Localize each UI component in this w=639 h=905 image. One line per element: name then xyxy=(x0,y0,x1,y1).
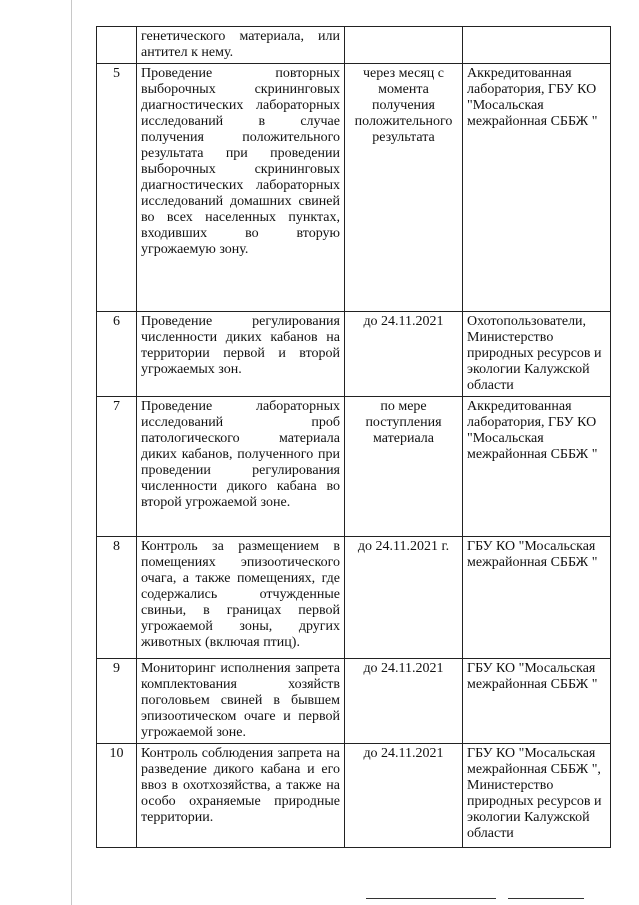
row-responsible: ГБУ КО "Мосальская межрайонная СББЖ " xyxy=(463,659,611,744)
row-action: Контроль соблюдения запрета на разведение дикого кабана и его ввоз в охотхозяйства, а также на особо охраняемые природные территории. xyxy=(137,744,345,848)
row-term: до 24.11.2021 xyxy=(345,744,463,848)
row-action: Проведение лабораторных исследований проб патологического материала диких кабанов, полученного при проведении регулирования численности дикого кабана во второй угрожаемой зоне. xyxy=(137,397,345,537)
table-row xyxy=(97,744,611,848)
row-term: до 24.11.2021 xyxy=(345,312,463,397)
table-row xyxy=(97,659,611,744)
row-number: 5 xyxy=(97,64,137,312)
table-row xyxy=(97,537,611,659)
row-term: до 24.11.2021 г. xyxy=(345,537,463,659)
measures-table xyxy=(96,26,611,848)
footer-rule-left xyxy=(366,898,496,899)
row-number: 10 xyxy=(97,744,137,848)
row-action: Мониторинг исполнения запрета комплектования хозяйств поголовьем свиней в бывшем эпизоотическом очаге и первой угрожаемой зоне. xyxy=(137,659,345,744)
row-responsible: Охотопользователи, Министерство природных ресурсов и экологии Калужской области xyxy=(463,312,611,397)
row-action: Проведение регулирования численности диких кабанов на территории первой и второй угрожаемых зон. xyxy=(137,312,345,397)
row-term xyxy=(345,27,463,64)
row-number: 9 xyxy=(97,659,137,744)
row-responsible xyxy=(463,27,611,64)
row-action: генетического материала, или антител к нему. xyxy=(137,27,345,64)
row-action: Контроль за размещением в помещениях эпизоотического очага, а также помещениях, где содержались отчужденные свиньи, в границах первой угрожаемой зоны, других животных (включая птиц). xyxy=(137,537,345,659)
table-row xyxy=(97,397,611,537)
row-term: до 24.11.2021 xyxy=(345,659,463,744)
row-responsible: Аккредитованная лаборатория, ГБУ КО "Мосальская межрайонная СББЖ " xyxy=(463,64,611,312)
table-row xyxy=(97,312,611,397)
row-number: 6 xyxy=(97,312,137,397)
row-term: через месяц с момента получения положительного результата xyxy=(345,64,463,312)
table-row xyxy=(97,64,611,312)
row-responsible: ГБУ КО "Мосальская межрайонная СББЖ ", Министерство природных ресурсов и экологии Калужской области xyxy=(463,744,611,848)
binding-margin-line xyxy=(71,0,72,905)
footer-rule-right xyxy=(508,898,584,899)
row-action: Проведение повторных выборочных скрининговых диагностических лабораторных исследований в случае получения положительного результата при проведении выборочных скрининговых диагностических лабораторных исследований домашних свиней во всех населенных пунктах, входивших во вторую угрожаемую зону. xyxy=(137,64,345,312)
row-number: 7 xyxy=(97,397,137,537)
row-number: 8 xyxy=(97,537,137,659)
row-term: по мере поступления материала xyxy=(345,397,463,537)
table-row xyxy=(97,27,611,64)
row-responsible: ГБУ КО "Мосальская межрайонная СББЖ " xyxy=(463,537,611,659)
row-number xyxy=(97,27,137,64)
row-responsible: Аккредитованная лаборатория, ГБУ КО "Мосальская межрайонная СББЖ " xyxy=(463,397,611,537)
